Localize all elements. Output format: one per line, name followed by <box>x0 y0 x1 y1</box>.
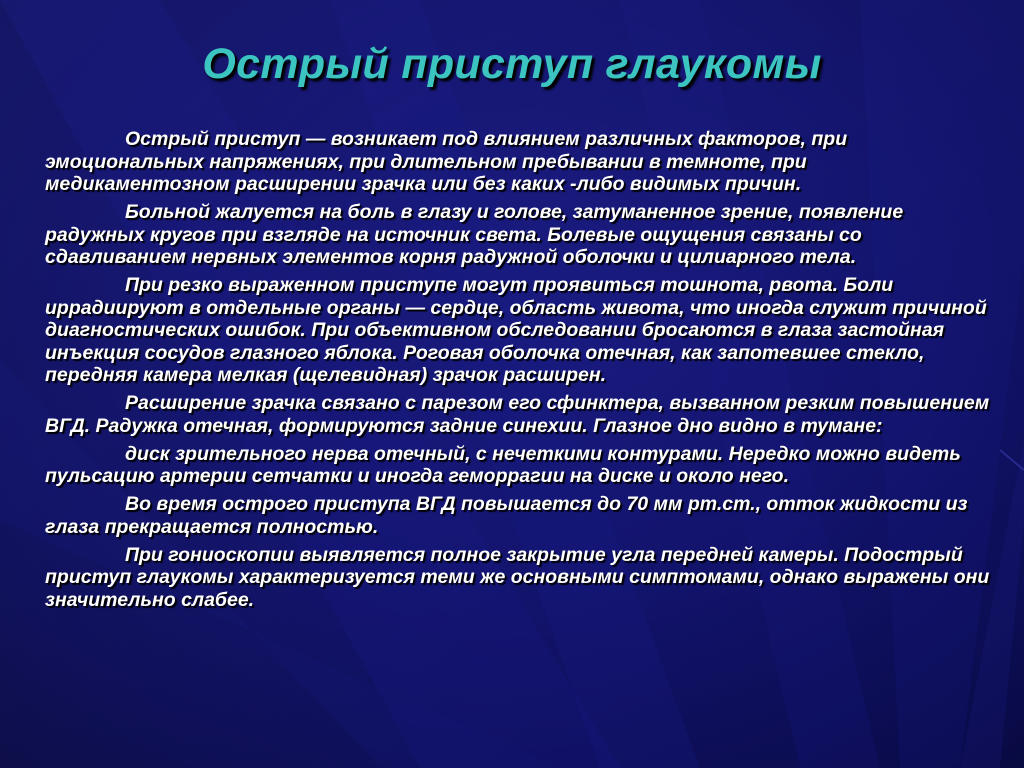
slide-body <box>45 128 990 617</box>
paragraph: Больной жалуется на боль в глазу и голове, затуманенное зрение, появление радужных кругов при взгляде на источник света. Болевые ощущения связаны со сдавливанием нервных элементов корня радужной оболочки и цилиарного тела. <box>45 201 904 268</box>
paragraph: диск зрительного нерва отечный, с нечеткими контурами. Нередко можно видеть пульсацию артерии сетчатки и иногда геморрагии на диске и около него. <box>45 442 961 487</box>
slide-title: Острый приступ глаукомы <box>202 40 822 88</box>
paragraph: Во время острого приступа ВГД повышается до 70 мм рт.ст., отток жидкости из глаза прекращается полностью. <box>45 493 968 538</box>
paragraph: Расширение зрачка связано с парезом его сфинктера, вызванном резким повышением ВГД. Радужка отечная, формируются задние синехии. Глазное дно видно в тумане: <box>45 392 990 437</box>
paragraph: При резко выраженном приступе могут проявиться тошнота, рвота. Боли иррадиируют в отдельные органы — сердце, область живота, что иногда служит причиной диагностических ошибок. При объективном обследовании бросаются в глаза застойная инъекция сосудов глазного яблока. Роговая оболочка отечная, как запотевшее стекло, передняя камера мелкая (щелевидная) зрачок расширен. <box>45 274 987 386</box>
paragraph: Острый приступ — возникает под влиянием различных факторов, при эмоциональных напряжениях, при длительном пребывании в темноте, при медикаментозном расширении зрачка или без каких -либо видимых причин. <box>45 128 848 195</box>
paragraph: При гониоскопии выявляется полное закрытие угла передней камеры. Подострый приступ глаукомы характеризуется теми же основными симптомами, однако выражены они значительно слабее. <box>45 543 990 611</box>
